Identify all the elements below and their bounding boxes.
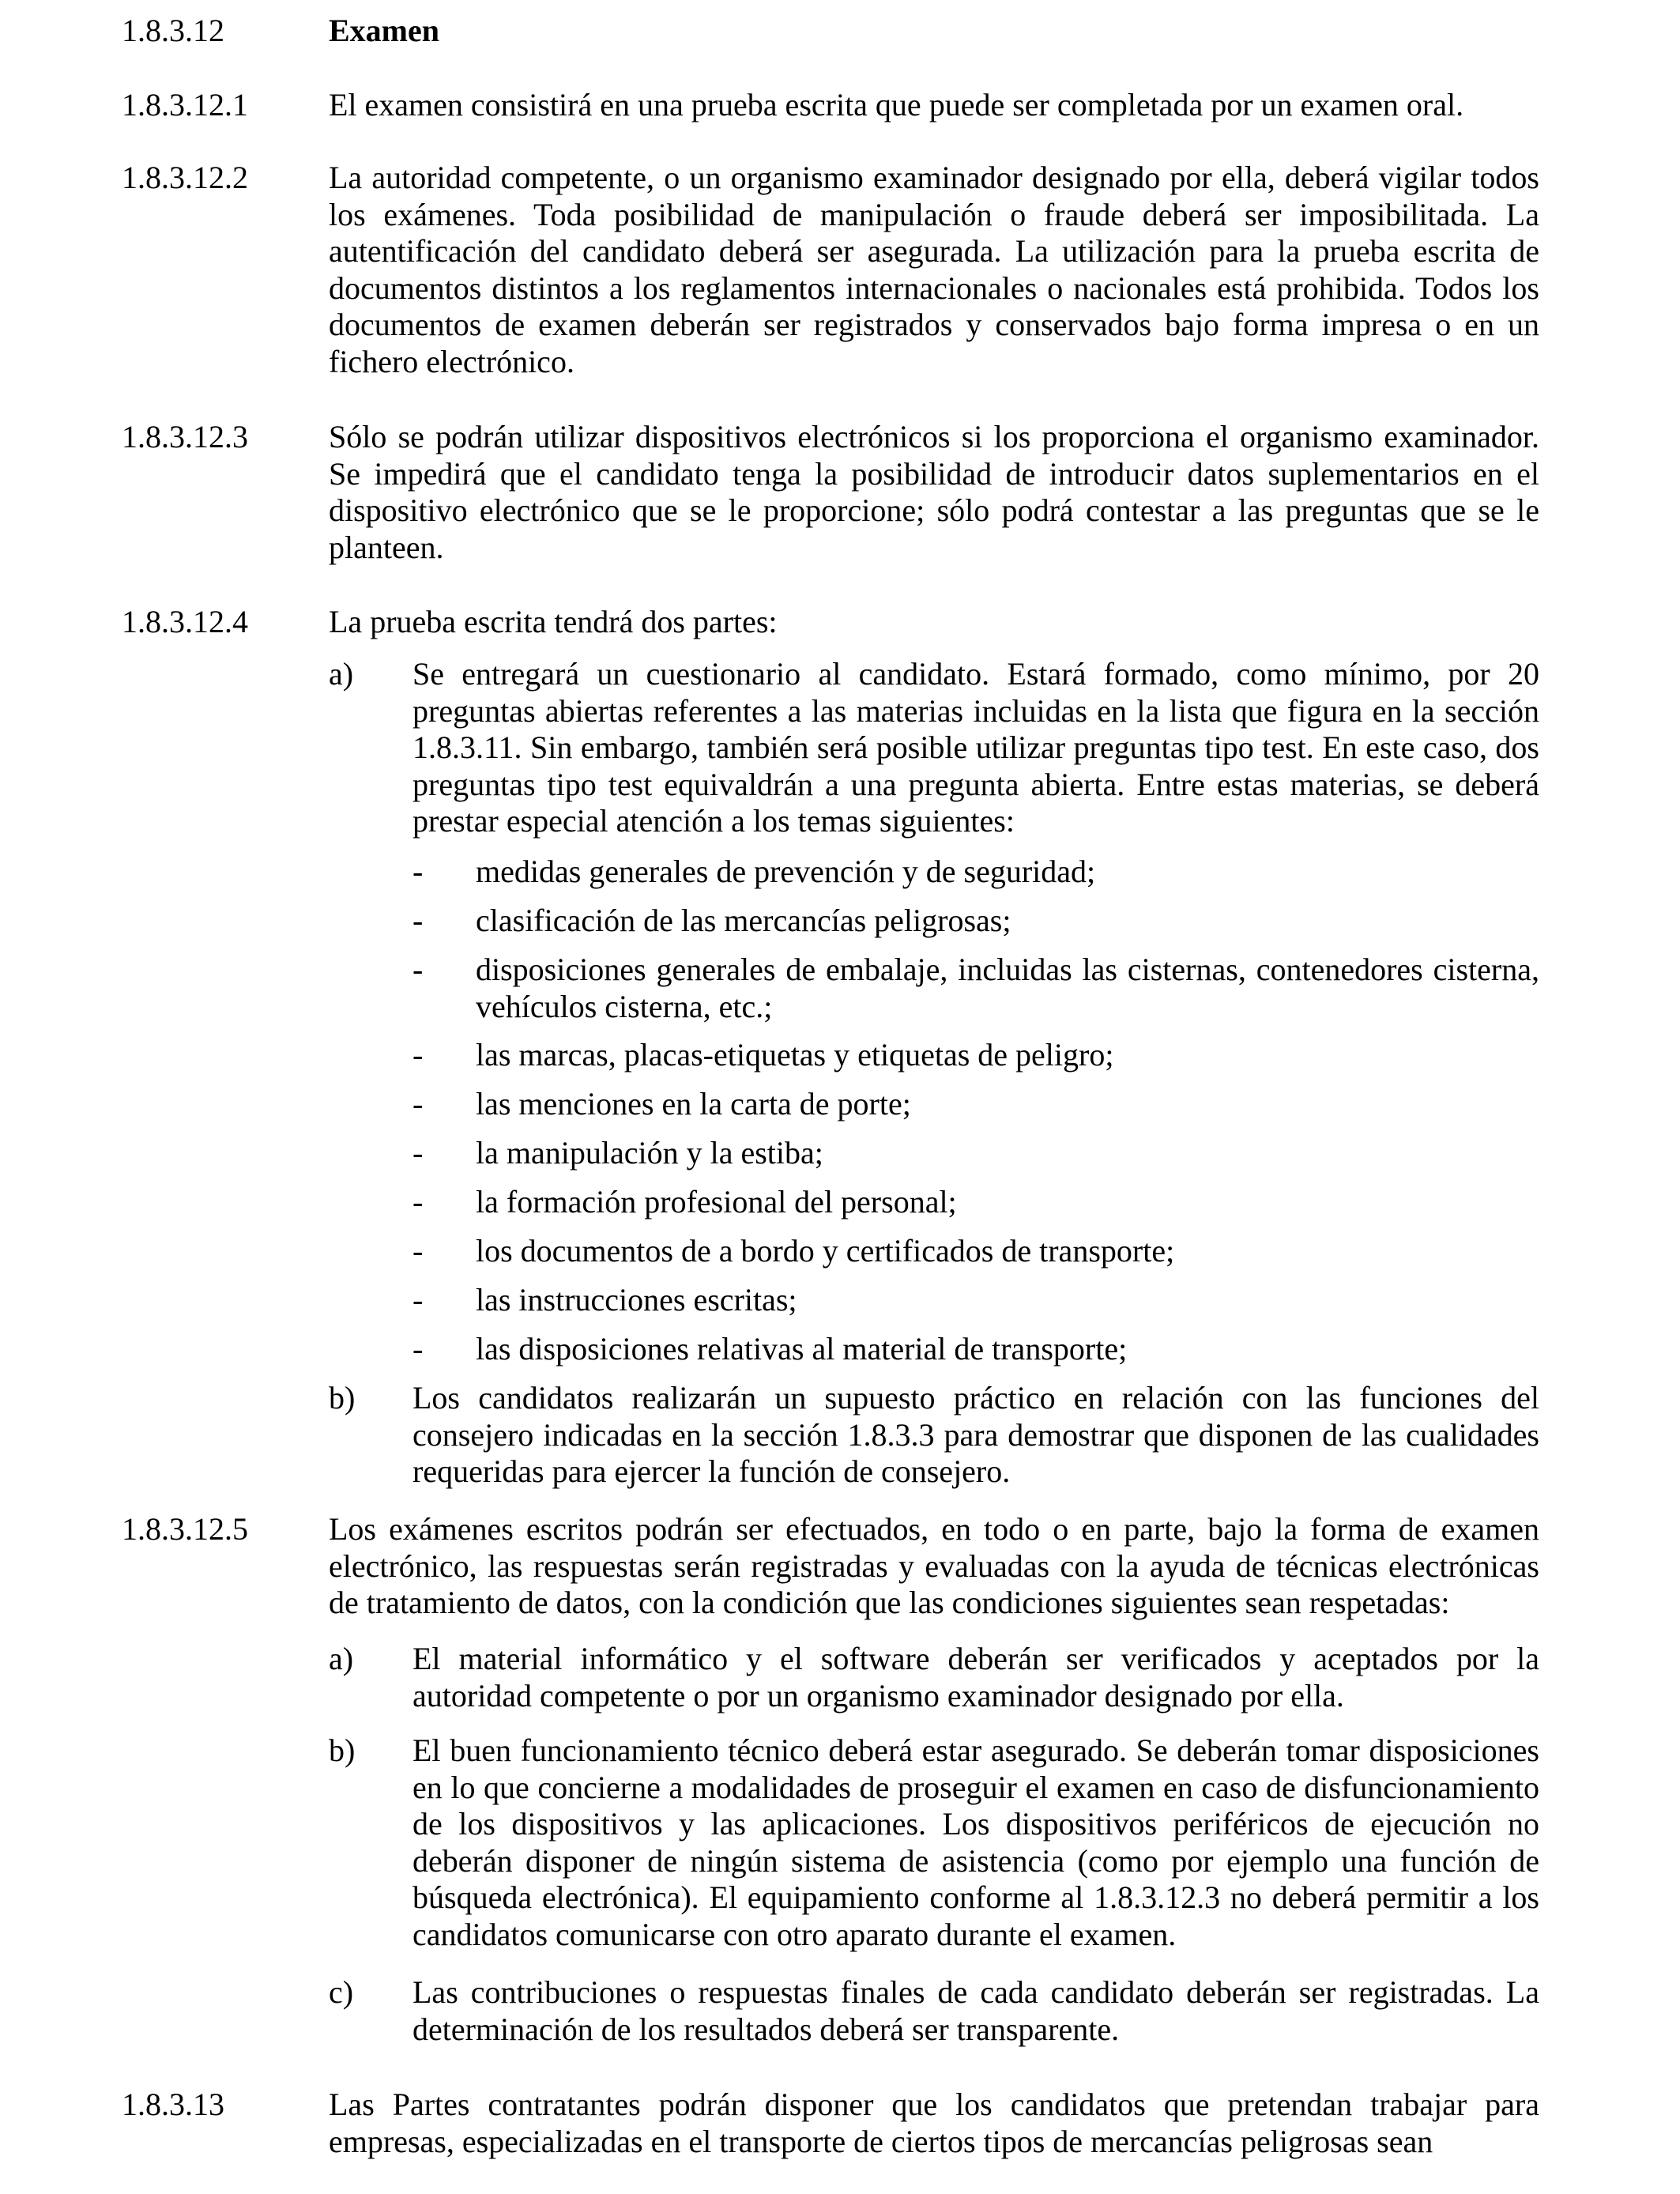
list-item-label: c) — [329, 1974, 354, 2010]
section-text: Sólo se podrán utilizar dispositivos electrónicos si los proporciona el organismo examinador. Se impedirá que el candidato tenga la posibilidad de introducir datos suplementarios en el dispositivo electrónico que se le proporcione; sólo podrá contestar a las preguntas que se le planteen. — [329, 419, 1539, 565]
section-text: Las Partes contratantes podrán disponer que los candidatos que pretendan trabajar para empresas, especializadas en el transporte de ciertos tipos de mercancías peligrosas sean — [329, 2087, 1539, 2159]
dash-bullet: - — [412, 952, 424, 987]
section-number: 1.8.3.12.1 — [122, 87, 248, 123]
section-number: 1.8.3.12.5 — [122, 1511, 248, 1547]
dash-bullet: - — [412, 854, 424, 889]
list-item-text: Se entregará un cuestionario al candidato. Estará formado, como mínimo, por 20 preguntas abiertas referentes a las materias incluidas en la lista que figura en la sección 1.8.3.11. Sin embargo, también será posible utilizar preguntas tipo test. En este caso, dos preguntas tipo test equivaldrán a una pregunta abierta. Entre estas materias, se deberá prestar especial atención a los temas siguientes: — [412, 656, 1539, 839]
dash-bullet: - — [412, 1233, 424, 1269]
topic-text: la manipulación y la estiba; — [476, 1135, 823, 1171]
list-item-text: El buen funcionamiento técnico deberá estar asegurado. Se deberán tomar disposiciones en lo que concierne a modalidades de proseguir el examen en caso de disfuncionamiento de los dispositivos y las aplicaciones. Los dispositivos periféricos de ejecución no deberán disponer de ningún sistema de asistencia (como por ejemplo una función de búsqueda electrónica). El equipamiento conforme al 1.8.3.12.3 no deberá permitir a los candidatos comunicarse con otro aparato durante el examen. — [412, 1732, 1539, 1952]
list-item-label: b) — [329, 1732, 356, 1768]
list-item-label: b) — [329, 1380, 356, 1416]
dash-bullet: - — [412, 1282, 424, 1318]
list-item-text: Las contribuciones o respuestas finales de cada candidato deberán ser registradas. La determinación de los resultados deberá ser transparente. — [412, 1974, 1539, 2047]
topic-text: los documentos de a bordo y certificados de transporte; — [476, 1233, 1175, 1269]
section-number: 1.8.3.13 — [122, 2087, 224, 2122]
section-number: 1.8.3.12.2 — [122, 160, 248, 195]
list-item-label: a) — [329, 1641, 354, 1676]
topic-text: las instrucciones escritas; — [476, 1282, 797, 1318]
section-text: La autoridad competente, o un organismo examinador designado por ella, deberá vigilar todos los exámenes. Toda posibilidad de manipulación o fraude deberá ser imposibilitada. La autentificación del candidato deberá ser asegurada. La utilización para la prueba escrita de documentos distintos a los reglamentos internacionales o nacionales está prohibida. Todos los documentos de examen deberán ser registrados y conservados bajo forma impresa o en un fichero electrónico. — [329, 160, 1539, 379]
topic-text: las marcas, placas-etiquetas y etiquetas de peligro; — [476, 1037, 1114, 1072]
topic-text: disposiciones generales de embalaje, incluidas las cisternas, contenedores cisterna, vehículos cisterna, etc.; — [476, 952, 1539, 1024]
dash-bullet: - — [412, 1086, 424, 1122]
section-text: La prueba escrita tendrá dos partes: — [329, 604, 778, 639]
section-text: El examen consistirá en una prueba escrita que puede ser completada por un examen oral. — [329, 87, 1464, 123]
dash-bullet: - — [412, 903, 424, 938]
section-number: 1.8.3.12 — [122, 13, 224, 48]
dash-bullet: - — [412, 1135, 424, 1171]
topic-text: las menciones en la carta de porte; — [476, 1086, 911, 1122]
list-item-text: El material informático y el software deberán ser verificados y aceptados por la autoridad competente o por un organismo examinador designado por ella. — [412, 1641, 1539, 1713]
topic-text: clasificación de las mercancías peligrosas; — [476, 903, 1011, 938]
topic-text: la formación profesional del personal; — [476, 1184, 957, 1220]
section-heading: Examen — [329, 13, 439, 48]
topic-text: medidas generales de prevención y de seguridad; — [476, 854, 1096, 889]
dash-bullet: - — [412, 1331, 424, 1367]
list-item-text: Los candidatos realizarán un supuesto práctico en relación con las funciones del consejero indicadas en la sección 1.8.3.3 para demostrar que disponen de las cualidades requeridas para ejercer la función de consejero. — [412, 1380, 1539, 1489]
section-number: 1.8.3.12.4 — [122, 604, 248, 639]
section-text: Los exámenes escritos podrán ser efectuados, en todo o en parte, bajo la forma de examen electrónico, las respuestas serán registradas y evaluadas con la ayuda de técnicas electrónicas de tratamiento de datos, con la condición que las condiciones siguientes sean respetadas: — [329, 1511, 1539, 1620]
topic-text: las disposiciones relativas al material de transporte; — [476, 1331, 1128, 1367]
list-item-label: a) — [329, 656, 354, 692]
section-number: 1.8.3.12.3 — [122, 419, 248, 454]
dash-bullet: - — [412, 1037, 424, 1072]
dash-bullet: - — [412, 1184, 424, 1220]
